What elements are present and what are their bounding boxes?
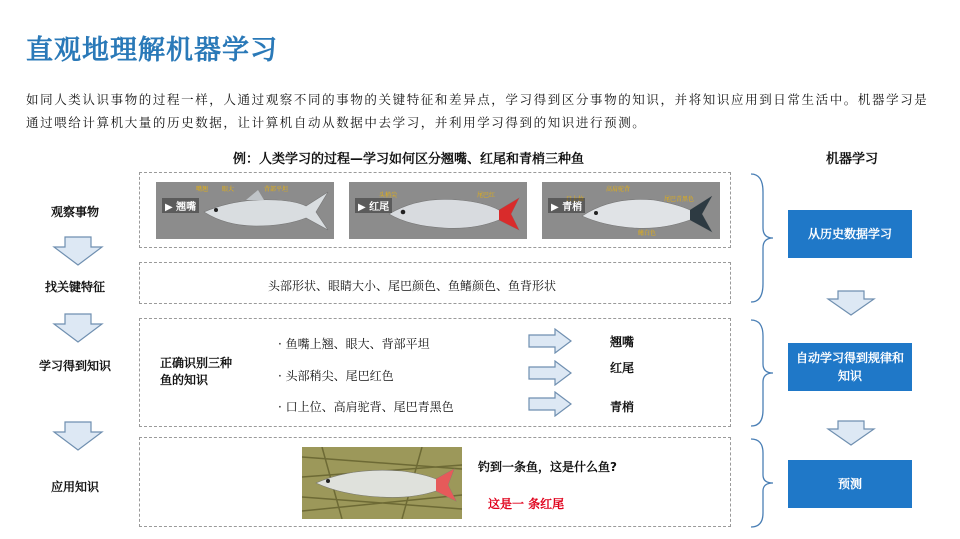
page-title: 直观地理解机器学习 [26, 35, 278, 66]
annotation: 鳍白色 [638, 230, 657, 237]
annotation: 头稍尖 [379, 192, 398, 199]
rule-feature-1: · 鱼嘴上翘、眼大、背部平坦 [278, 337, 430, 351]
fish-name-hongwei: ▶ 红尾 [355, 198, 392, 213]
ml-heading: 机器学习 [826, 152, 879, 167]
caught-fish-photo [302, 447, 462, 519]
ml-step-learn-history: 从历史数据学习 [788, 210, 912, 258]
ml-step-auto-learn: 自动学习得到规律和知识 [788, 343, 912, 391]
right-arrow-icon [528, 328, 572, 354]
example-heading: 例：人类学习的过程—学习如何区分翘嘴、红尾和青梢三种鱼 [233, 152, 585, 167]
annotation: 嘴翘 [196, 186, 209, 193]
knowledge-box [139, 318, 731, 427]
intro-paragraph: 如同人类认识事物的过程一样，人通过观察不同的事物的关键特征和差异点，学习得到区分事物的知识，并将知识应用到日常生活中。机器学习是通过喂给计算机大量的历史数据，让计算机自动从数据中去学习，并利用学习得到的知识进行预测。 [26, 92, 929, 130]
step-features: 找关键特征 [44, 280, 105, 294]
annotation: 尾巴青黑色 [664, 196, 695, 203]
annotation: 高肩驼背 [606, 186, 631, 193]
rule-result-2: 红尾 [610, 361, 635, 375]
fish-card-hongwei [349, 182, 527, 239]
features-box [139, 262, 731, 304]
rule-result-3: 青梢 [610, 400, 635, 414]
fish-name-qiaozui: ▶ 翘嘴 [162, 198, 199, 213]
annotation: 背部平坦 [264, 186, 289, 193]
key-features-text: 头部形状、眼睛大小、尾巴颜色、鱼鳍颜色、鱼背形状 [268, 279, 557, 293]
apply-answer: 这是一 条红尾 [488, 497, 565, 511]
bracket-icon [747, 172, 775, 304]
right-arrow-icon [528, 360, 572, 386]
down-arrow-icon [826, 420, 876, 446]
step-learn: 学习得到知识 [38, 359, 111, 373]
down-arrow-icon [52, 313, 104, 343]
observe-box [139, 172, 731, 248]
apply-box [139, 437, 731, 527]
rule-feature-3: · 口上位、高肩驼背、尾巴青黑色 [278, 400, 454, 414]
down-arrow-icon [826, 290, 876, 316]
right-arrow-icon [528, 391, 572, 417]
rule-feature-2: · 头部稍尖、尾巴红色 [278, 369, 394, 383]
bracket-icon [747, 437, 775, 529]
down-arrow-icon [52, 236, 104, 266]
knowledge-label: 正确识别三种 鱼的知识 [160, 356, 233, 387]
fish-name-qingshao: ▶ 青梢 [548, 198, 585, 213]
annotation: 口上位 [566, 196, 585, 203]
down-arrow-icon [52, 421, 104, 451]
annotation: 尾巴红 [477, 192, 496, 199]
bracket-icon [747, 318, 775, 428]
fish-card-qingshao [542, 182, 720, 239]
apply-question: 钓到一条鱼，这是什么鱼? [478, 460, 617, 474]
step-observe: 观察事物 [50, 205, 99, 219]
step-apply: 应用知识 [50, 480, 99, 494]
ml-step-predict: 预测 [788, 460, 912, 508]
annotation: 眼大 [222, 186, 235, 193]
fish-card-qiaozui [156, 182, 334, 239]
rule-result-1: 翘嘴 [610, 335, 635, 349]
